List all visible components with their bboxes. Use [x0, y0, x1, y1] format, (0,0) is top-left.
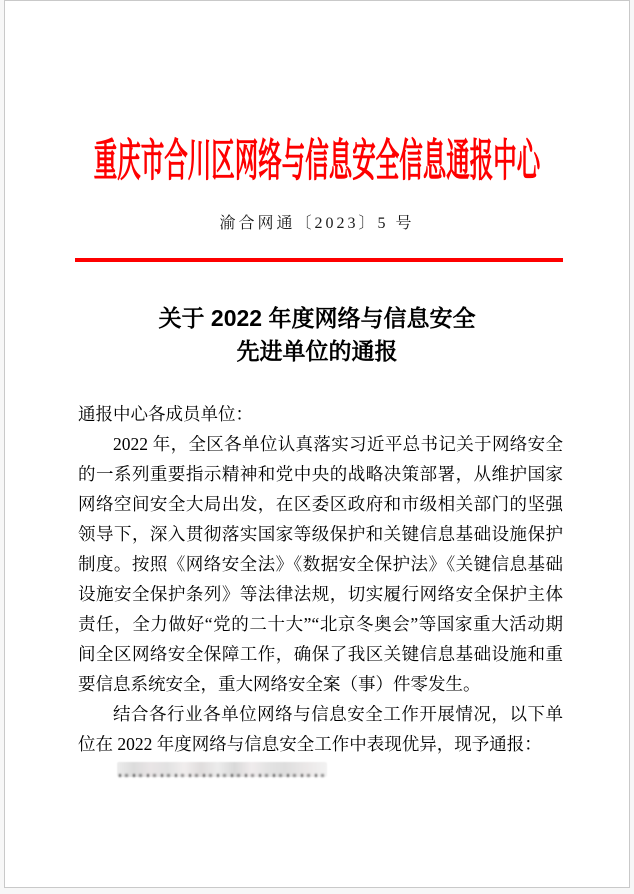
document-page [4, 0, 630, 888]
red-divider-line [75, 258, 563, 262]
document-body [78, 399, 563, 759]
issuing-authority-header: 重庆市合川区网络与信息安全信息通报中心 [93, 136, 541, 187]
body-paragraph-1: 2022 年，全区各单位认真落实习近平总书记关于网络安全的一系列重要指示精神和党中央的战略决策部署，从维护国家网络空间安全大局出发，在区委区政府和市级相关部门的坚强领导下，深入贯彻落实国家等级保护和关键信息基础设施保护制度。按照《网络安全法》《数据安全保护法》《关键信息基础设施安全保护条列》等法律法规，切实履行网络安全保护主体责任，全力做好“党的二十大”“北京冬奥会”等国家重大活动期间全区网络安全保障工作，确保了我区关键信息基础设施和重要信息系统安全，重大网络安全案（事）件零发生。 [78, 434, 563, 694]
document-number: 渝合网通〔2023〕5 号 [219, 215, 415, 232]
document-title-line2: 先进单位的通报 [236, 338, 398, 364]
salutation-line: 通报中心各成员单位： [78, 404, 253, 424]
body-paragraph-2: 结合各行业各单位网络与信息安全工作开展情况，以下单位在 2022 年度网络与信息安全工作中表现优异，现予通报： [78, 704, 563, 754]
document-title-line1: 关于 2022 年度网络与信息安全 [158, 305, 476, 331]
redacted-text-strip [117, 762, 327, 777]
document-title [5, 302, 629, 368]
